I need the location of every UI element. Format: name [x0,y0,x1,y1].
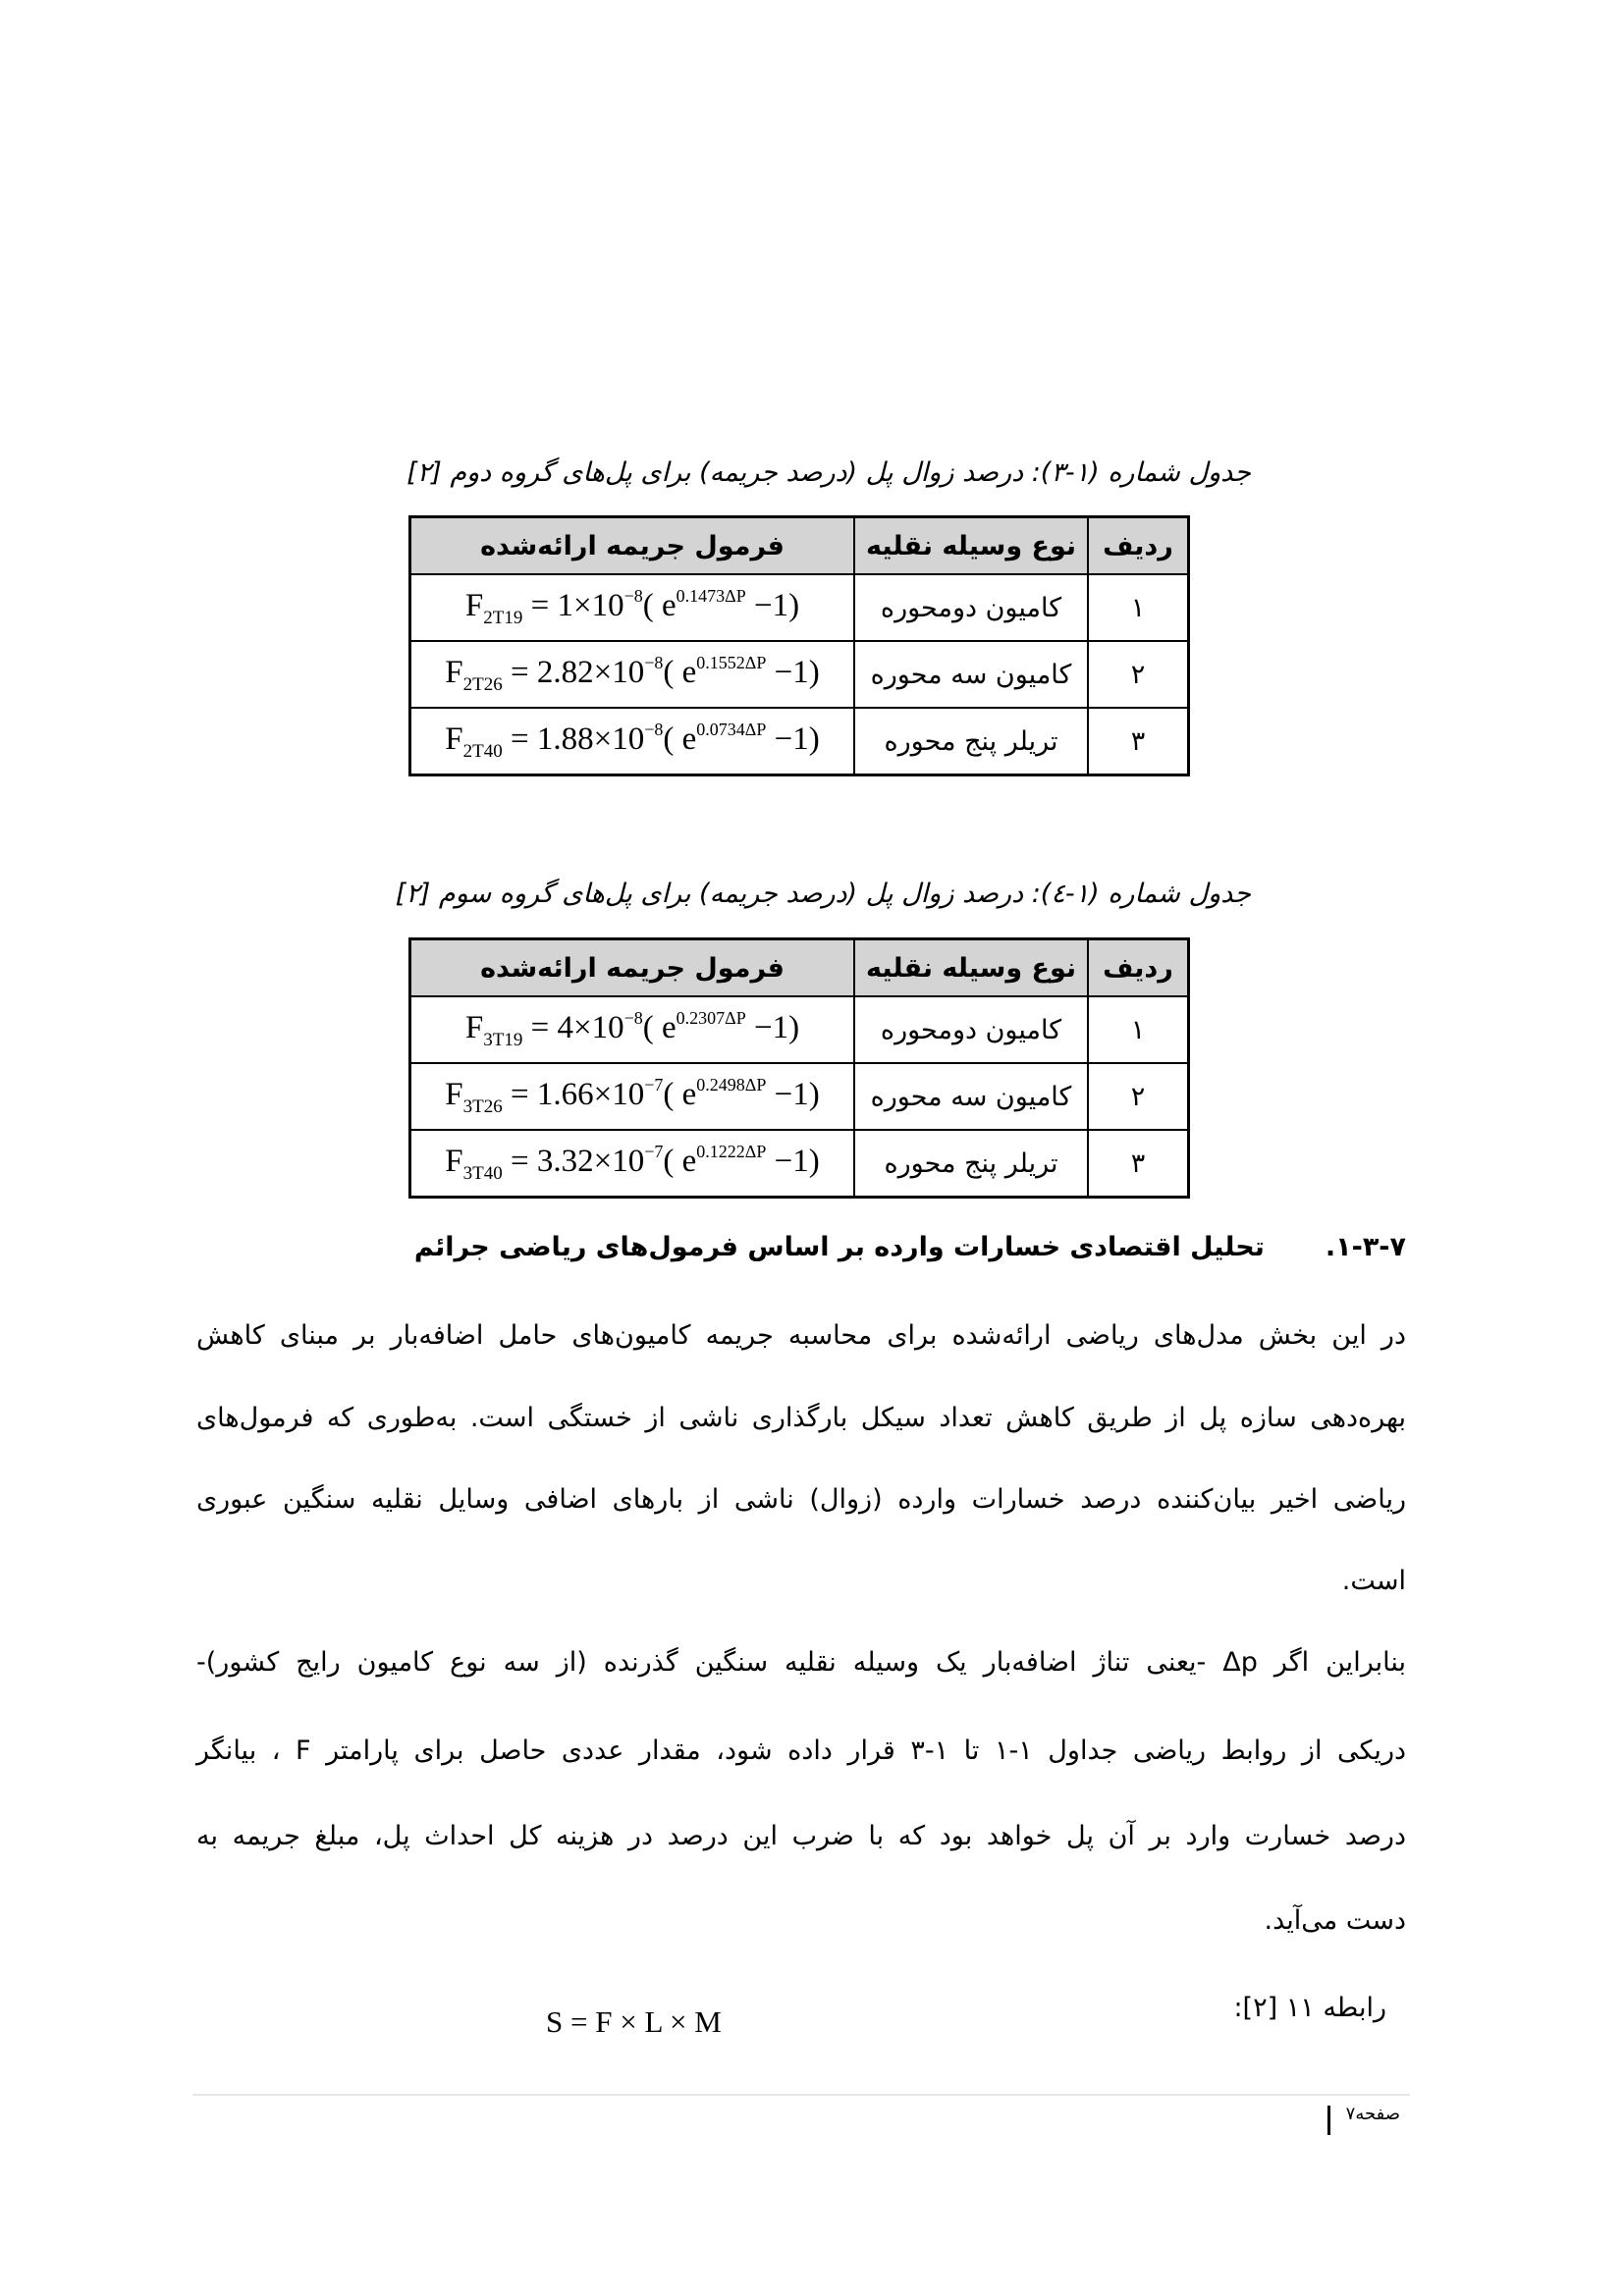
paragraph-line: در این بخش مدل‌های ریاضی ارائه‌شده برای محاسبه جریمه کامیون‌های حامل اضافه‌بار بر مبنای کاهش [196,1320,1406,1351]
coefficient: = 1.88×10 [502,721,645,757]
coefficient: = 4×10 [522,1010,624,1045]
section-number: ۱-۳-۷. [1325,1232,1406,1262]
page-number: صفحه۷ [1345,2104,1400,2124]
f-symbol: F [445,655,463,690]
exp-base: ( e [663,1144,697,1179]
exp-base: ( e [642,588,677,623]
header-row-number: ردیف [1088,517,1189,575]
equation: S = F × L × M [546,2004,722,2039]
exponent: 0.0734ΔP [696,720,767,739]
row-number: ۱ [1088,574,1189,641]
formula-cell [410,996,855,1063]
formula-cell [410,1130,855,1198]
row-number: ۲ [1088,1063,1189,1130]
subscript: 3T19 [483,1030,523,1050]
exp-base: ( e [663,655,697,690]
formula-tail: −1) [766,1077,820,1112]
power: −7 [644,1142,664,1161]
f-symbol: F [445,1144,463,1179]
vehicle-type: کامیون دومحوره [854,574,1088,641]
f-symbol: F [445,721,463,757]
f-symbol: F [464,1010,484,1045]
power: −8 [623,1008,643,1028]
f-symbol: F [445,1077,463,1112]
paragraph-line: بنابراین اگر Δp -یعنی تناژ اضافه‌بار یک وسیله نقلیه سنگین گذرنده (از سه نوع کامیون رایج کشور)- [196,1647,1406,1678]
header-formula: فرمول جریمه ارائه‌شده [410,517,855,575]
vehicle-type: کامیون دومحوره [854,996,1088,1063]
table-header-row [410,517,1189,575]
coefficient: = 1.66×10 [502,1077,645,1112]
formula-cell [410,708,855,775]
penalty-table-group-2 [408,515,1190,776]
formula-tail: −1) [766,655,820,690]
subscript: 3T40 [462,1163,503,1184]
formula-cell [410,574,855,641]
power: −8 [623,586,643,606]
exponent: 0.1473ΔP [676,586,746,606]
paragraph-line: بهره‌دهی سازه پل از طریق کاهش تعداد سیکل بارگذاری ناشی از خستگی است. به‌طوری که فرمول‌های [196,1403,1406,1433]
equation-label: رابطه ۱۱ [۲]: [1233,1993,1386,2023]
table-row [410,641,1189,708]
vehicle-type: تریلر پنج محوره [854,708,1088,775]
header-formula: فرمول جریمه ارائه‌شده [410,939,855,997]
paragraph-line: ریاضی اخیر بیان‌کننده درصد خسارات وارده (زوال) ناشی از بارهای اضافی وسایل نقلیه سنگین عبوری [196,1484,1406,1515]
exp-base: ( e [663,1077,697,1112]
subscript: 3T26 [462,1096,503,1117]
paragraph-line: است. [1341,1566,1406,1596]
paragraph-line: دریکی از روابط ریاضی جداول ۱-۱ تا ۱-۳ قرار داده شود، مقدار عددی حاصل برای پارامتر F ، بیانگر [196,1735,1407,1766]
paragraph-line: درصد خسارت وارد بر آن پل خواهد بود که با ضرب این درصد در هزینه کل احداث پل، مبلغ جریمه به [196,1821,1406,1851]
penalty-table-group-3 [408,937,1190,1199]
formula-tail: −1) [745,1010,800,1045]
exp-base: ( e [663,721,697,757]
power: −7 [644,1075,664,1095]
formula-cell [410,1063,855,1130]
vehicle-type: تریلر پنج محوره [854,1130,1088,1198]
table-caption: جدول شماره (۱-٤): درصد زوال پل (درصد جریمه) برای پل‌های گروه سوم [۲] [395,879,1251,909]
f-symbol: F [464,588,484,623]
formula-cell [410,641,855,708]
row-number: ۲ [1088,641,1189,708]
power: −8 [644,720,664,739]
power: −8 [644,653,664,672]
section-heading [414,1232,1406,1262]
section-title: تحلیل اقتصادی خسارات وارده بر اساس فرمول‌های ریاضی جرائم [413,1232,1265,1262]
page-number-bar [1327,2106,1330,2135]
table-row [410,996,1189,1063]
formula-tail: −1) [766,721,820,757]
subscript: 2T19 [483,608,523,628]
coefficient: = 2.82×10 [502,655,645,690]
row-number: ۳ [1088,708,1189,775]
table-row [410,1130,1189,1198]
exponent: 0.1222ΔP [696,1142,767,1161]
table-caption: جدول شماره (۱-۳): درصد زوال پل (درصد جریمه) برای پل‌های گروه دوم [۲] [406,457,1251,488]
formula-tail: −1) [766,1144,820,1179]
row-number: ۳ [1088,1130,1189,1198]
vehicle-type: کامیون سه محوره [854,1063,1088,1130]
header-vehicle-type: نوع وسیله نقلیه [854,939,1088,997]
row-number: ۱ [1088,996,1189,1063]
exp-base: ( e [642,1010,677,1045]
coefficient: = 3.32×10 [502,1144,645,1179]
subscript: 2T26 [462,674,503,695]
paragraph-line: دست می‌آید. [1264,1905,1406,1936]
coefficient: = 1×10 [522,588,624,623]
table-row [410,574,1189,641]
table-row [410,1063,1189,1130]
exponent: 0.1552ΔP [696,653,767,672]
table-header-row [410,939,1189,997]
vehicle-type: کامیون سه محوره [854,641,1088,708]
formula-tail: −1) [745,588,800,623]
subscript: 2T40 [462,741,503,762]
exponent: 0.2498ΔP [696,1075,767,1095]
footer-divider [192,2094,1410,2096]
table-row [410,708,1189,775]
exponent: 0.2307ΔP [676,1008,746,1028]
header-vehicle-type: نوع وسیله نقلیه [854,517,1088,575]
header-row-number: ردیف [1088,939,1189,997]
